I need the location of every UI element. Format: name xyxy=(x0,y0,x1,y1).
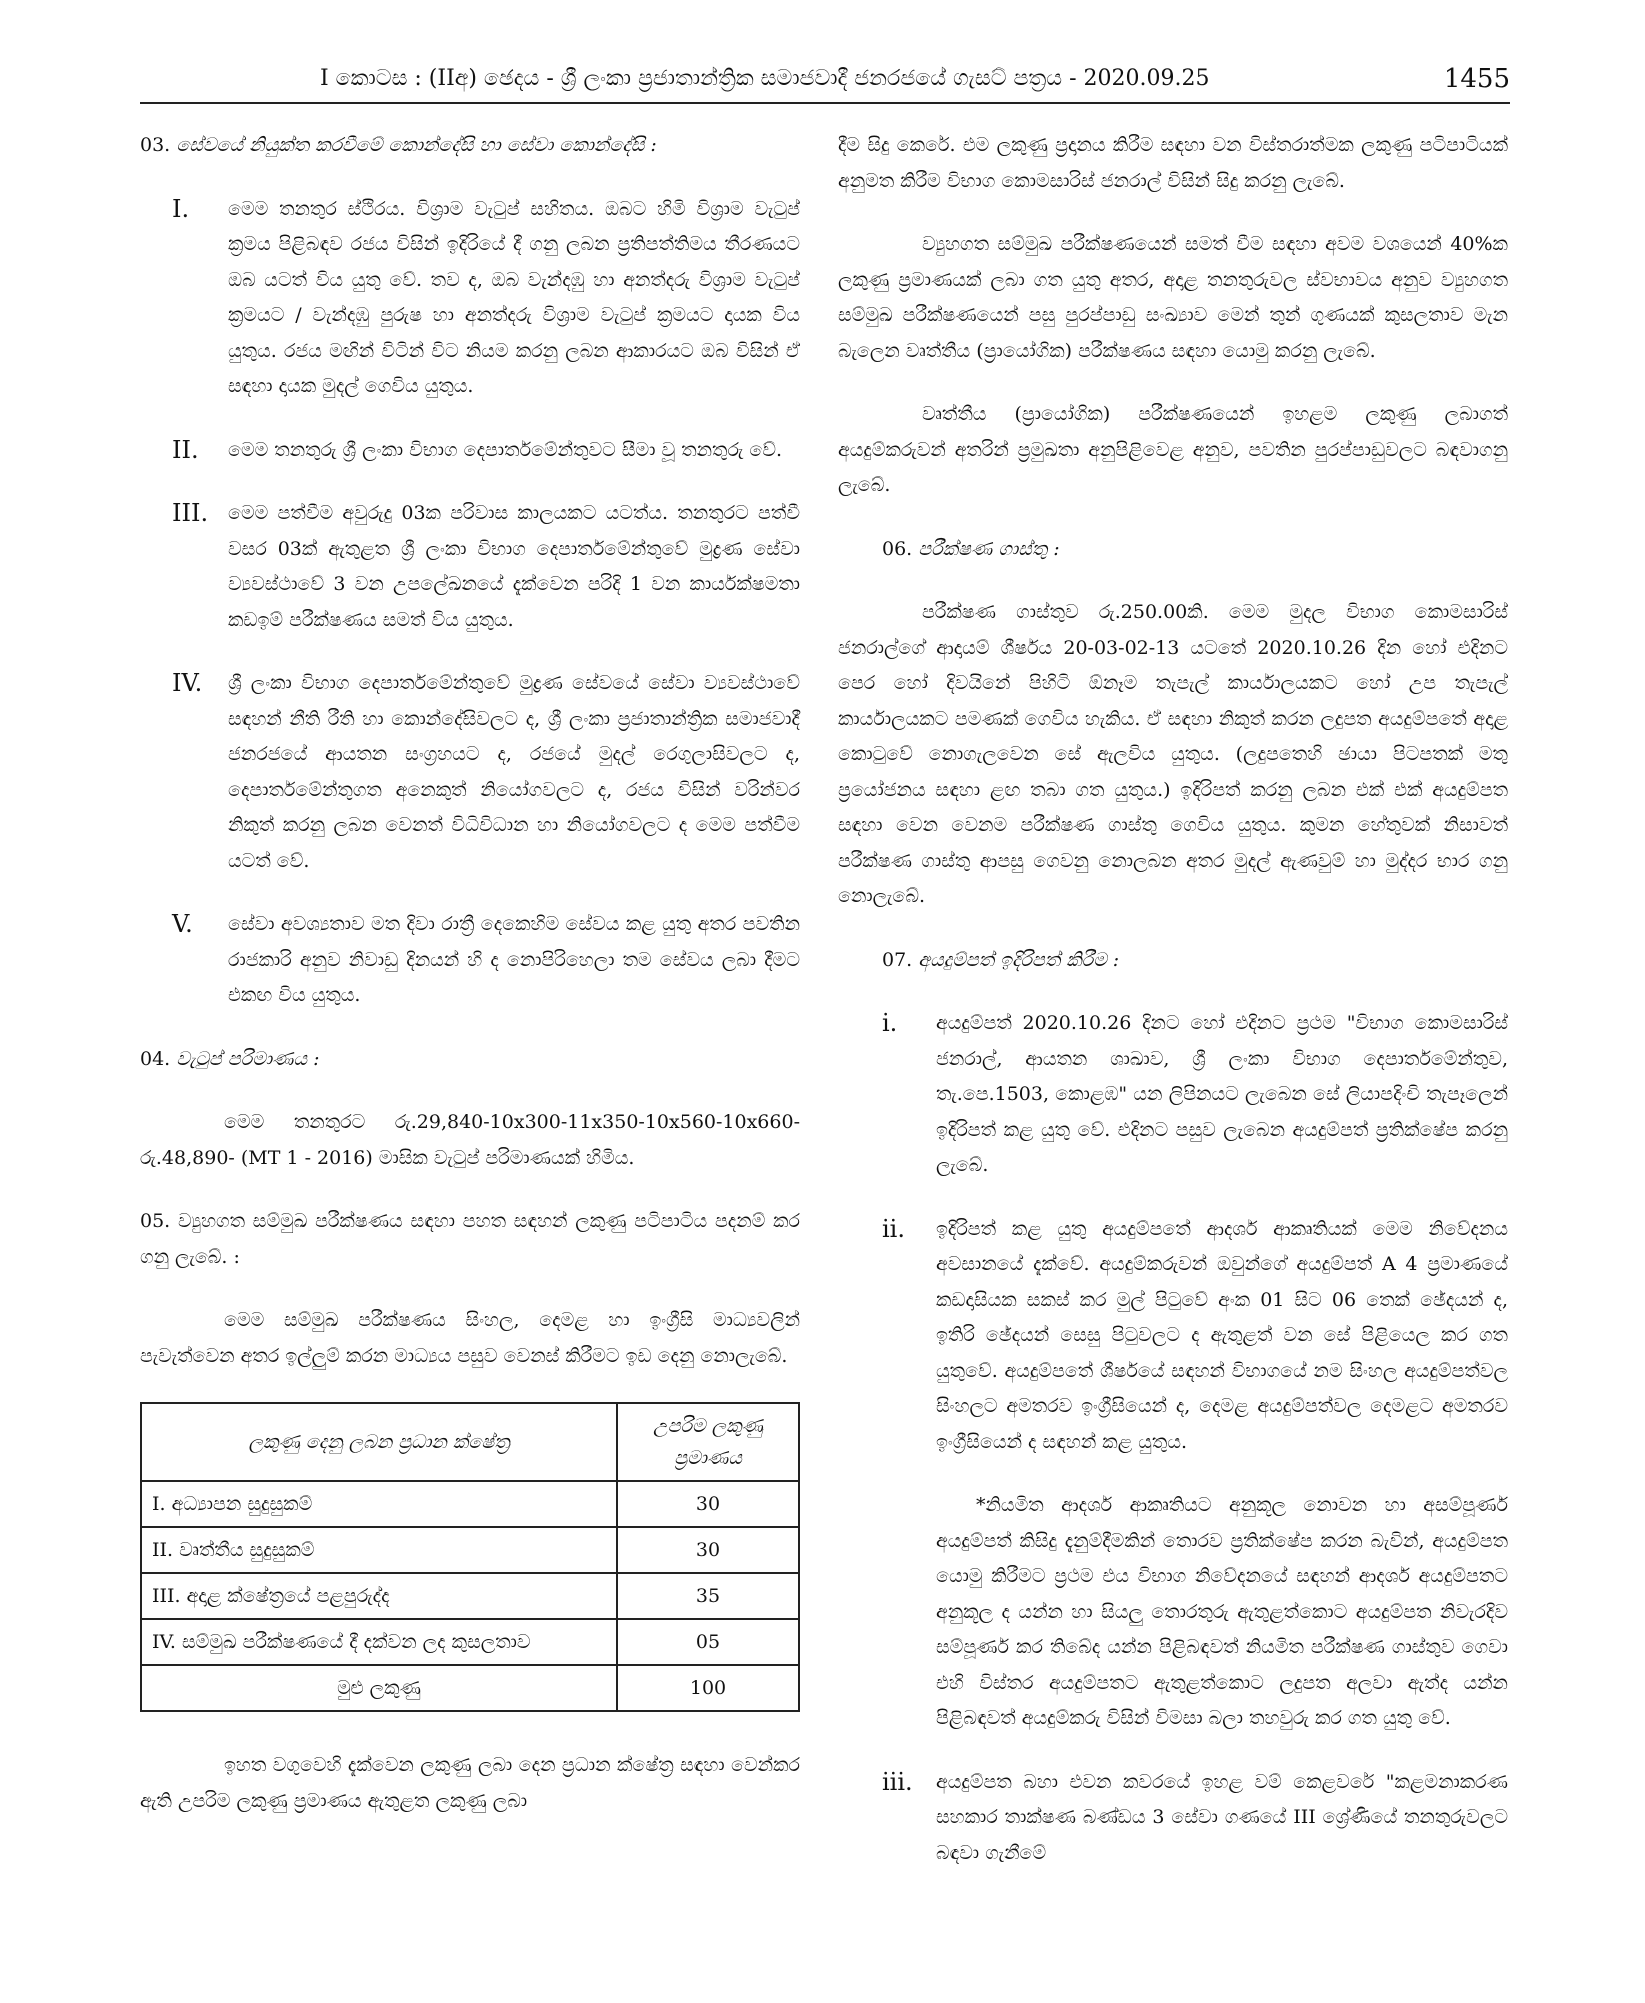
section-06-heading: 06. පරීක්ෂණ ගාස්තු : xyxy=(882,537,1060,560)
table-header-field: ලකුණු දෙනු ලබන ප්‍රධාන ක්ෂේත්‍ර xyxy=(141,1403,617,1481)
after-table-text: ඉහත වගුවෙහි දැක්වෙන ලකුණු ලබා දෙන ප්‍රධාන ක්ෂේත්‍ර සඳහා වෙන්කර ඇති උපරිම ලකුණු ප්‍රමාණය ඇතුළත ලකුණු ලබා xyxy=(140,1754,800,1812)
page-number: 1455 xyxy=(1443,64,1510,94)
page-header xyxy=(140,62,1510,104)
condition-item: IV. ශ්‍රී ලංකා විභාග දෙපාර්තමේන්තුවේ මුද්‍රණ සේවයේ සේවා ව්‍යවස්ථාවේ සඳහන් නීති රීති හා කොන්දේසිවලට ද, ශ්‍රී ලංකා ප්‍රජාතාන්ත්‍රික සමාජවාදී ජනරජයේ ආයතන සංග්‍රහයට ද, රජයේ මුදල් රෙගුලාසිවලට ද, දෙපාර්තමේන්තුගත අනෙකුත් නියෝගවලට ද, රජය විසින් වරින්වර නිකුත් කරනු ලබන වෙනත් විධිවිධාන හා නියෝගවලට ද මෙම පත්වීම යටත් වේ. xyxy=(172,669,800,872)
marks-continuation-text: දීම සිදු කෙරේ. එම ලකුණු ප්‍රදානය කිරීම සඳහා වන විස්තරාත්මක ලකුණු පටිපාටියක් අනුමත කිරීම විභාග කොමසාරිස් ජනරාල් විසින් සිදු කරනු ලැබේ. xyxy=(838,134,1508,192)
table-header-max: උපරිම ලකුණු ප්‍රමාණය xyxy=(617,1403,799,1481)
left-column xyxy=(140,128,800,1847)
table-row: I. අධ්‍යාපන සුදුසුකම් 30 xyxy=(141,1481,799,1527)
table-total-row: මුළු ලකුණු 100 xyxy=(141,1665,799,1711)
condition-item: III. මෙම පත්වීම අවුරුදු 03ක පරිවාස කාලයකට යටත්ය. තනතුරට පත්වී වසර 03ක් ඇතුළත ශ්‍රී ලංකා විභාග දෙපාර්තමේන්තුවේ මුද්‍රණ සේවා ව්‍යවස්ථාවේ 3 වන උපලේඛනයේ දැක්වෙන පරිදි 1 වන කාර්යක්ෂමතා කඩඉම් පරීක්ෂණය සමත් විය යුතුය. xyxy=(172,499,800,631)
interview-medium-text: මෙම සම්මුඛ පරීක්ෂණය සිංහල, දෙමළ හා ඉංග්‍රීසි මාධ්‍යවලින් පැවැත්වෙන අතර ඉල්ලුම් කරන මාධ්‍යය පසුව වෙනස් කිරීමට ඉඩ දෙනු නොලැබේ. xyxy=(140,1309,800,1367)
application-item: ii. ඉදිරිපත් කළ යුතු අයදුම්පතේ ආදර්ශ ආකෘතියක් මෙම නිවේදනය අවසානයේ දැක්වේ. අයදුම්කරුවන් ඔවුන්ගේ අයදුම්පත් A 4 ප්‍රමාණයේ කඩදාසියක සකස් කර මුල් පිටුවේ අංක 01 සිට 06 තෙක් ඡේදයන් ද, ඉතිරි ඡේදයන් සෙසු පිටුවලට ද ඇතුළත් වන සේ පිළියෙල කර ගත යුතුවේ. අයදුම්පතේ ශීර්ෂයේ සඳහන් විභාගයේ නම සිංහල අයදුම්පත්වල සිංහලට අමතරව ඉංග්‍රීසියෙන් ද, දෙමළ අයදුම්පත්වල දෙමළට අමතරව ඉංග්‍රීසියෙන් ද සඳහන් කළ යුතුය. xyxy=(882,1214,1508,1453)
application-item: i. අයදුම්පත් 2020.10.26 දිනට හෝ එදිනට ප්‍රථම "විභාග කොමසාරිස් ජනරාල්, ආයතන ශාඛාව, ශ්‍රී ලංකා විභාග දෙපාර්තමේන්තුව, තැ.පෙ.1503, කොළඹ" යන ලිපිනයට ලැබෙන සේ ලියාපදිංචි තැපෑලෙන් ඉදිරිපත් කළ යුතු වේ. එදිනට පසුව ලැබෙන අයදුම්පත් ප්‍රතික්ෂේප කරනු ලැබේ. xyxy=(882,1009,1508,1176)
pass-mark-text: ව්‍යුහගත සම්මුඛ පරීක්ෂණයෙන් සමත් වීම සඳහා අවම වශයෙන් 40%ක ලකුණු ප්‍රමාණයක් ලබා ගත යුතු අතර, අදාළ තනතුරුවල ස්වභාවය අනුව ව්‍යුහගත සම්මුඛ පරීක්ෂණයෙන් පසු පුරප්පාඩු සංඛ්‍යාව මෙන් තුන් ගුණයක් කුසලතාව මැන බැලෙන වෘත්තීය (ප්‍රායෝගික) පරීක්ෂණය සඳහා යොමු කරනු ලැබේ. xyxy=(838,233,1508,362)
section-03-heading: 03. සේවයේ නියුක්ත කරවීමේ කොන්දේසි හා සේවා කොන්දේසි : xyxy=(140,134,657,156)
recruitment-order-text: වෘත්තීය (ප්‍රායෝගික) පරීක්ෂණයෙන් ඉහළම ලකුණු ලබාගත් අයදුම්කරුවන් අතරින් ප්‍රමුඛතා අනුපිළිවෙළ අනුව, පවතින පුරප්පාඩුවලට බඳවාගනු ලැබේ. xyxy=(838,403,1508,496)
section-05-intro: 05. ව්‍යුහගත සම්මුඛ පරීක්ෂණය සඳහා පහත සඳහන් ලකුණු පටිපාටිය පදනම් කර ගනු ලැබේ. : xyxy=(140,1210,800,1268)
table-row: II. වෘත්තීය සුදුසුකම් 30 xyxy=(141,1527,799,1573)
exam-fee-text: පරීක්ෂණ ගාස්තුව රු.250.00කි. මෙම මුදල විභාග කොමසාරිස් ජනරාල්ගේ ආදායම් ශීර්ෂය 20-03-02-13 යටතේ 2020.10.26 දින හෝ එදිනට පෙර හෝ දිවයිනේ පිහිටි ඕනෑම තැපැල් කාර්යාලයකට හෝ උප තැපැල් කාර්යාලයකට පමණක් ගෙවිය හැකිය. ඒ සඳහා නිකුත් කරන ලදුපත අයදුම්පතේ අදාළ කොටුවේ නොගැලවෙන සේ ඇලවිය යුතුය. (ලදුපතෙහි ඡායා පිටපතක් මතු ප්‍රයෝජනය සඳහා ළඟ තබා ගත යුතුය.) ඉදිරිපත් කරනු ලබන එක් එක් අයදුම්පත සඳහා වෙන වෙනම පරීක්ෂණ ගාස්තු ගෙවිය යුතුය. කුමන හේතුවක් නිසාවත් පරීක්ෂණ ගාස්තු ආපසු ගෙවනු නොලබන අතර මුදල් ඇණවුම් හා මුද්දර භාර ගනු නොලැබේ. xyxy=(838,601,1508,907)
table-row: III. අදාළ ක්ෂේත්‍රයේ පළපුරුද්ද 35 xyxy=(141,1573,799,1619)
condition-item: I. මෙම තනතුර ස්ථිරය. විශ්‍රාම වැටුප් සහිතය. ඔබට හිමි විශ්‍රාම වැටුප් ක්‍රමය පිළිබඳව රජය විසින් ඉදිරියේ දී ගනු ලබන ප්‍රතිපත්තිමය තීරණයට ඔබ යටත් විය යුතු වේ. තව ද, ඔබ වැන්දඹු හා අනත්දරු විශ්‍රාම වැටුප් ක්‍රමයට / වැන්දඹු පුරුෂ හා අනත්දරු විශ්‍රාම වැටුප් ක්‍රමයට දායක විය යුතුය. රජය මඟින් විටින් විට නියම කරනු ලබන ආකාරයට ඔබ විසින් ඒ සඳහා දායක මුදල් ගෙවිය යුතුය. xyxy=(172,194,800,397)
condition-item: V. සේවා අවශ්‍යතාව මත දිවා රාත්‍රී දෙකෙහිම සේවය කළ යුතු අතර පවතින රාජකාරි අනුව නිවාඩු දිනයන් හි ද නොපිරිහෙලා තම සේවය ලබා දීමට එකඟ විය යුතුය. xyxy=(172,910,800,1006)
right-column xyxy=(838,128,1508,1899)
gazette-header-title: I කොටස : (IIඅ) ඡෙදය - ශ්‍රී ලංකා ප්‍රජාතාන්ත්‍රික සමාජවාදී ජනරජයේ ගැසට් පත්‍රය - 2020.09.25 xyxy=(320,66,1210,91)
condition-item: II. මෙම තනතුරු ශ්‍රී ලංකා විභාග දෙපාර්තමේන්තුවට සීමා වූ තනතුරු වේ. xyxy=(172,435,783,464)
marks-table xyxy=(140,1402,800,1712)
application-note: *නියමිත ආදර්ශ ආකෘතියට අනුකූල නොවන හා අසම්පූර්ණ අයදුම්පත් කිසිදු දැනුම්දීමකින් තොරව ප්‍රතික්ෂේප කරන බැවින්, අයදුම්පත යොමු කිරීමට ප්‍රථම එය විභාග නිවේදනයේ සඳහන් ආදර්ශ අයදුම්පතට අනුකූල ද යන්න හා සියලු තොරතුරු ඇතුළත්කොට අයදුම්පත නිවැරදිව සම්පූර්ණ කර තිබේද යන්න පිළිබඳවත් නියමිත පරීක්ෂණ ගාස්තුව ගෙවා එහි විස්තර අයදුම්පතට ඇතුළත්කොට ලදුපත අලවා ඇත්ද යන්න පිළිබඳවත් අයදුම්කරු විසින් විමසා බලා තහවුරු කර ගත යුතු වේ. xyxy=(936,1494,1508,1729)
table-header-row xyxy=(141,1403,799,1481)
table-row: IV. සම්මුඛ පරීක්ෂණයේ දී දක්වන ලද කුසලතාව 05 xyxy=(141,1619,799,1665)
salary-scale-text: මෙම තනතුරට රු.29,840-10x300-11x350-10x560-10x660-රු.48,890- (MT 1 - 2016) මාසික වැටුප් පරිමාණයක් හිමිය. xyxy=(140,1111,800,1169)
section-07-heading: 07. අයදුම්පත් ඉදිරිපත් කිරීම : xyxy=(882,948,1120,971)
section-04-heading: 04. වැටුප් පරිමාණය : xyxy=(140,1047,320,1070)
application-item: iii. අයදුම්පත බහා එවන කවරයේ ඉහළ වම් කෙළවරේ "කළමනාකරණ සහකාර තාක්ෂණ බණ්ඩය 3 සේවා ගණයේ III ශ්‍රේණියේ තනතුරුවලට බඳවා ගැනීමේ xyxy=(882,1767,1508,1864)
